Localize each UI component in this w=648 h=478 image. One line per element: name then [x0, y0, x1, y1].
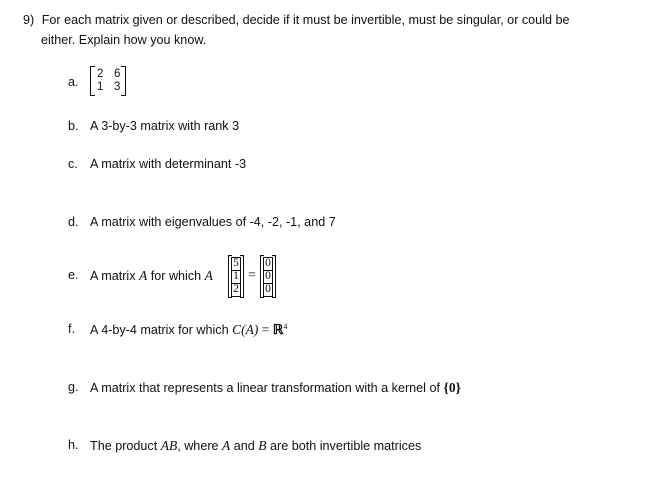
item-c-label: c.	[68, 157, 78, 171]
column-space: C(A)	[232, 322, 259, 338]
item-e-result-vector	[260, 255, 276, 298]
vector-cell: 0	[265, 270, 271, 282]
var-b: B	[258, 438, 267, 453]
item-h-mid: , where	[177, 439, 223, 453]
item-b-text: A 3-by-3 matrix with rank 3	[90, 119, 240, 133]
item-d-text: A matrix with eigenvalues of -4, -2, -1, and 7	[90, 215, 336, 229]
item-f-prefix: A 4-by-4 matrix for which	[90, 323, 233, 338]
right-bracket	[121, 66, 126, 96]
question-number: 9)	[23, 13, 35, 27]
item-f-label: f.	[68, 322, 75, 336]
real-space: ℝ	[272, 322, 284, 338]
item-a-matrix	[90, 66, 126, 96]
item-g-text	[90, 380, 461, 396]
item-h-prefix: The product	[90, 439, 161, 453]
left-bracket	[90, 66, 95, 96]
var-a: A	[222, 438, 231, 453]
equals-sign: =	[248, 267, 256, 282]
item-a-label: a.	[68, 75, 79, 89]
vector-cell: 5	[233, 257, 239, 269]
item-d-label: d.	[68, 215, 79, 229]
item-h-text	[90, 438, 421, 454]
item-b-label: b.	[68, 119, 79, 133]
product-ab: AB	[160, 438, 178, 453]
equals-sign: =	[258, 322, 273, 338]
item-c-text: A matrix with determinant -3	[90, 157, 247, 171]
item-h-and: and	[230, 439, 259, 453]
question-line-1: For each matrix given or described, decide if it must be invertible, must be singular, or could be	[41, 13, 570, 27]
question-line-2: either. Explain how you know.	[41, 33, 207, 47]
item-g-label: g.	[68, 380, 79, 394]
vector-cell: 0	[265, 283, 271, 295]
var-a: A	[139, 268, 148, 283]
question-prompt	[23, 10, 570, 50]
item-f-text	[90, 322, 287, 338]
item-h-label: h.	[68, 438, 79, 452]
item-e-prefix: A matrix	[90, 269, 139, 283]
matrix-cell: 1	[97, 81, 104, 93]
var-a: A	[204, 268, 213, 283]
item-h-suffix: are both invertible matrices	[266, 439, 422, 453]
vector-cell: 1	[233, 270, 239, 282]
kernel-set: {0}	[443, 380, 461, 395]
item-e-label: e.	[68, 268, 79, 282]
exponent: 4	[283, 322, 288, 331]
matrix-cell: 2	[97, 68, 104, 80]
item-e-text	[90, 268, 213, 284]
item-e-vector	[228, 255, 244, 298]
matrix-cell: 6	[114, 68, 121, 80]
vector-cell: 0	[265, 257, 271, 269]
item-e-mid: for which	[147, 269, 205, 283]
item-g-prefix: A matrix that represents a linear transformation with a kernel of	[90, 381, 444, 395]
matrix-cell: 3	[114, 81, 121, 93]
vector-cell: 2	[233, 283, 239, 295]
